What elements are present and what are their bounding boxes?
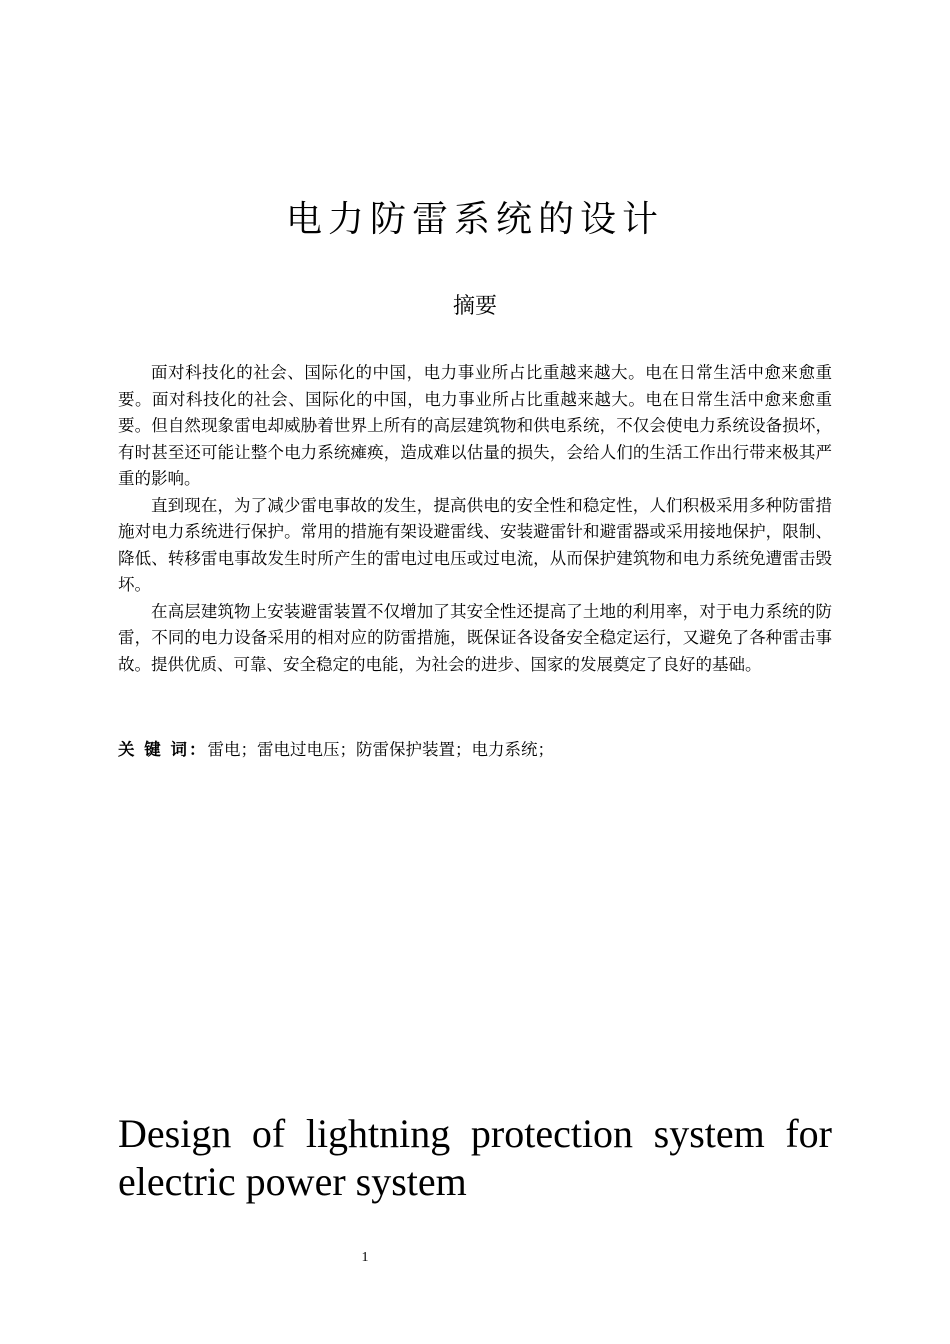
page-number: 1 (361, 1250, 369, 1265)
keywords-label: 关 键 词： (118, 740, 208, 759)
abstract-body (118, 360, 832, 678)
keywords-line (118, 737, 832, 763)
abstract-paragraph: 直到现在，为了减少雷电事故的发生，提高供电的安全性和稳定性，人们积极采用多种防雷措施对电力系统进行保护。常用的措施有架设避雷线、安装避雷针和避雷器或采用接地保护，限制、降低、转移雷电事故发生时所产生的雷电过电压或过电流，从而保护建筑物和电力系统免遭雷击毁坏。 (118, 495, 832, 594)
document-title: 电力防雷系统的设计 (285, 199, 664, 240)
abstract-heading: 摘要 (452, 294, 497, 319)
abstract-paragraph: 面对科技化的社会、国际化的中国，电力事业所占比重越来越大。电在日常生活中愈来愈重要。面对科技化的社会、国际化的中国，电力事业所占比重越来越大。电在日常生活中愈来愈重要。但自然现象雷电却威胁着世界上所有的高层建筑物和供电系统，不仅会使电力系统设备损坏，有时甚至还可能让整个电力系统瘫痪，造成难以估量的损失，会给人们的生活工作出行带来极其严重的影响。 (118, 363, 832, 488)
abstract-paragraph: 在高层建筑物上安装避雷装置不仅增加了其安全性还提高了土地的利用率，对于电力系统的防雷，不同的电力设备采用的相对应的防雷措施，既保证各设备安全稳定运行，又避免了各种雷击事故。提供优质、可靠、安全稳定的电能，为社会的进步、国家的发展奠定了良好的基础。 (118, 601, 832, 674)
english-title: Design of lightning protection system for electric power system (118, 1111, 832, 1204)
keywords-text: 雷电；雷电过电压；防雷保护装置；电力系统； (207, 740, 554, 759)
